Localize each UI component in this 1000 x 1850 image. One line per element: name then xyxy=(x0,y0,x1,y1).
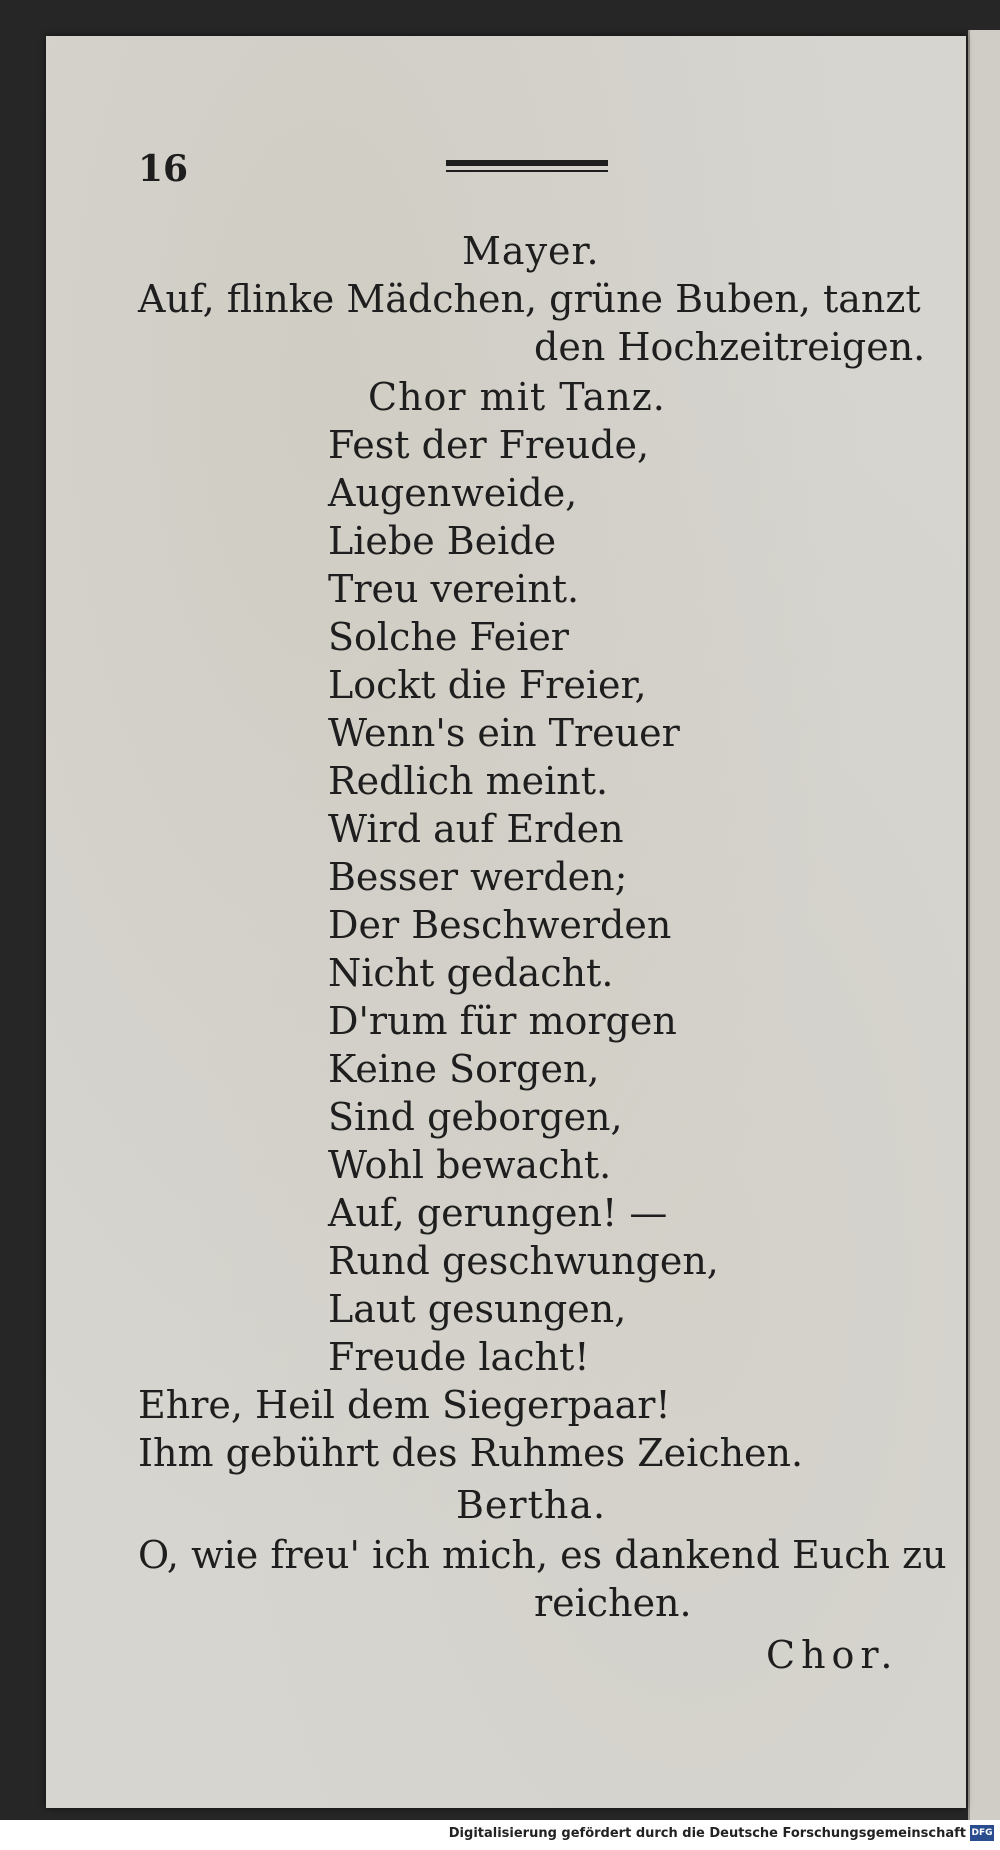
header-rule xyxy=(446,160,608,180)
verse-line: Der Beschwerden xyxy=(328,903,672,947)
verse-line: Treu vereint. xyxy=(328,567,580,611)
dfg-logo-icon: DFG xyxy=(970,1825,994,1841)
verse-line: Nicht gedacht. xyxy=(328,951,614,995)
speaker-bertha: Bertha. xyxy=(456,1483,607,1527)
verse-line: Auf, gerungen! — xyxy=(328,1191,668,1235)
verse-line: Besser werden; xyxy=(328,855,628,899)
verse-line: Ehre, Heil dem Siegerpaar! xyxy=(138,1383,671,1427)
verse-line: Sind geborgen, xyxy=(328,1095,623,1139)
verse-line: Keine Sorgen, xyxy=(328,1047,600,1091)
verse-line: Liebe Beide xyxy=(328,519,557,563)
book-page xyxy=(46,36,966,1808)
adjacent-page-edge xyxy=(968,30,1000,1820)
page-text xyxy=(46,36,966,1808)
speaker-mayer: Mayer. xyxy=(462,229,600,273)
verse-line: O, wie freu' ich mich, es dankend Euch zu xyxy=(138,1533,947,1577)
verse-line: Ihm gebührt des Ruhmes Zeichen. xyxy=(138,1431,804,1475)
verse-line: Augenweide, xyxy=(328,471,578,515)
header-rule-thin xyxy=(446,170,608,172)
stage-direction: Chor mit Tanz. xyxy=(368,375,666,419)
header-rule-thick xyxy=(446,160,608,166)
verse-line: Solche Feier xyxy=(328,615,569,659)
verse-line: Fest der Freude, xyxy=(328,423,650,467)
verse-line: Wird auf Erden xyxy=(328,807,624,851)
verse-line: Wenn's ein Treuer xyxy=(328,711,680,755)
speaker-chor: Chor. xyxy=(766,1633,899,1677)
verse-line: Rund geschwungen, xyxy=(328,1239,719,1283)
verse-line: Auf, flinke Mädchen, grüne Buben, tanzt xyxy=(138,277,921,321)
digitization-footer xyxy=(0,1820,1000,1850)
verse-line: Lockt die Freier, xyxy=(328,663,647,707)
verse-line: den Hochzeitreigen. xyxy=(534,325,926,369)
verse-line: Redlich meint. xyxy=(328,759,609,803)
footer-credit: Digitalisierung gefördert durch die Deutsche Forschungsgemeinschaft xyxy=(448,1826,966,1841)
verse-line: D'rum für morgen xyxy=(328,999,677,1043)
verse-line: Wohl bewacht. xyxy=(328,1143,612,1187)
verse-line: Freude lacht! xyxy=(328,1335,590,1379)
page-number: 16 xyxy=(138,148,189,190)
verse-line: reichen. xyxy=(534,1581,692,1625)
verse-line: Laut gesungen, xyxy=(328,1287,627,1331)
